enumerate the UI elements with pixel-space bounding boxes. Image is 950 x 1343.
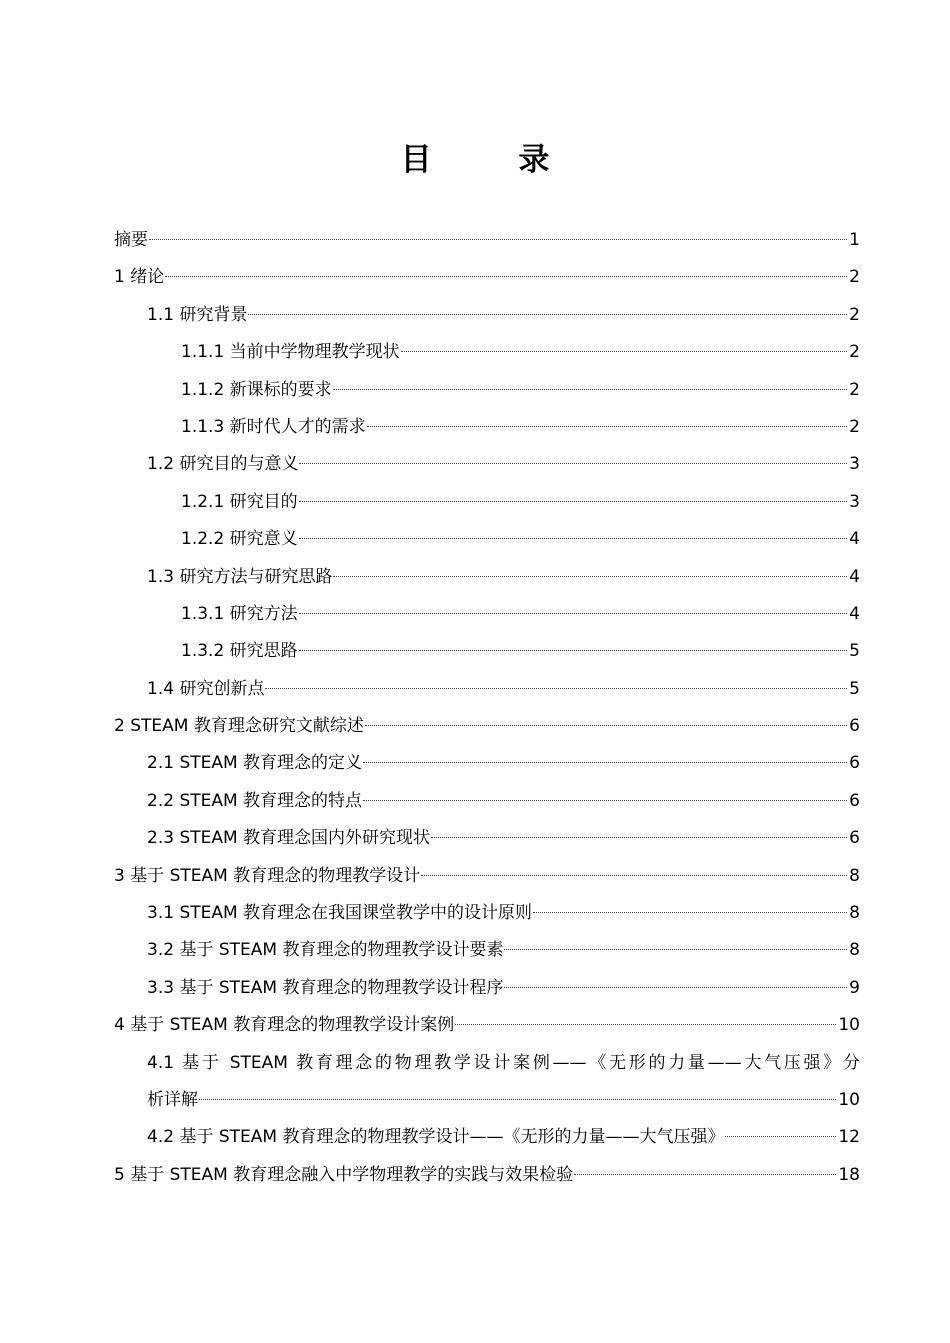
toc-entry[interactable]	[114, 559, 860, 596]
toc-entry-label: 3.2 基于 STEAM 教育理念的物理教学设计要素	[147, 940, 504, 961]
page-title: 目 录	[400, 142, 588, 178]
toc-entry[interactable]	[114, 1119, 860, 1156]
toc-entry-label: 5 基于 STEAM 教育理念融入中学物理教学的实践与效果检验	[114, 1164, 574, 1185]
toc-entry[interactable]	[114, 932, 860, 969]
toc-entry[interactable]	[114, 222, 860, 259]
dot-leader	[299, 650, 848, 651]
toc-entry-page: 8	[849, 865, 860, 886]
dot-leader	[365, 725, 847, 726]
toc-entry-page: 6	[849, 790, 860, 811]
toc-entry[interactable]	[114, 820, 860, 857]
toc-entry[interactable]	[114, 334, 860, 371]
toc-entry-page: 6	[849, 716, 860, 737]
toc-entry-label: 4 基于 STEAM 教育理念的物理教学设计案例	[114, 1015, 455, 1036]
toc-entry-label: 1.3.2 研究思路	[181, 641, 298, 662]
toc-entry-page: 2	[849, 416, 860, 437]
dot-leader	[333, 389, 848, 390]
dot-leader	[149, 239, 847, 240]
toc-entry-label: 1 绪论	[114, 267, 165, 288]
toc-entry-label: 1.4 研究创新点	[147, 678, 265, 699]
dot-leader	[299, 538, 848, 539]
dot-leader	[455, 1024, 836, 1025]
toc-entry[interactable]	[114, 783, 860, 820]
toc-entry[interactable]	[114, 1157, 860, 1194]
toc-entry-page: 18	[838, 1164, 860, 1185]
toc-entry-page: 5	[849, 678, 860, 699]
toc-entry-page: 2	[849, 342, 860, 363]
toc-entry-label: 1.3 研究方法与研究思路	[147, 566, 333, 587]
toc-entry-page: 6	[849, 828, 860, 849]
dot-leader	[363, 800, 847, 801]
dot-leader	[199, 1099, 836, 1100]
toc-entry-label: 3 基于 STEAM 教育理念的物理教学设计	[114, 865, 421, 886]
toc-entry-label: 3.3 基于 STEAM 教育理念的物理教学设计程序	[147, 977, 504, 998]
toc-entry-label: 1.3.1 研究方法	[181, 603, 298, 624]
toc-entry[interactable]	[114, 259, 860, 296]
toc-entry-label: 1.2.1 研究目的	[181, 491, 298, 512]
toc-entry-page: 2	[849, 304, 860, 325]
toc-entry[interactable]	[114, 633, 860, 670]
toc-entry-page: 2	[849, 267, 860, 288]
toc-entry-page: 1	[849, 230, 860, 250]
toc-entry[interactable]	[114, 1007, 860, 1044]
toc-entry[interactable]	[114, 708, 860, 745]
toc-entry[interactable]	[114, 521, 860, 558]
toc-entry[interactable]	[114, 596, 860, 633]
toc-entry-label: 3.1 STEAM 教育理念在我国课堂教学中的设计原则	[147, 903, 533, 924]
dot-leader	[165, 276, 847, 277]
toc-entry-label: 2.2 STEAM 教育理念的特点	[147, 790, 363, 811]
toc-entry[interactable]	[114, 1045, 860, 1120]
dot-leader	[725, 1136, 836, 1137]
dot-leader	[248, 314, 847, 315]
toc-entry-page: 10	[838, 1089, 860, 1110]
toc-entry-page: 10	[838, 1015, 860, 1036]
dot-leader	[367, 426, 848, 427]
dot-leader	[431, 837, 847, 838]
dot-leader	[299, 463, 847, 464]
toc-entry[interactable]	[114, 297, 860, 334]
toc-entry-label: 1.1.1 当前中学物理教学现状	[181, 342, 400, 363]
dot-leader	[333, 576, 847, 577]
toc-entry-page: 4	[849, 566, 860, 587]
toc-entry[interactable]	[114, 409, 860, 446]
toc-entry-label: 2 STEAM 教育理念研究文献综述	[114, 716, 364, 737]
toc-entry-label: 1.1.2 新课标的要求	[181, 379, 332, 400]
toc-entry-page: 9	[849, 977, 860, 998]
toc-entry-page: 6	[849, 753, 860, 774]
dot-leader	[504, 949, 847, 950]
dot-leader	[401, 351, 848, 352]
toc-entry[interactable]	[114, 895, 860, 932]
toc-entry-label: 1.2 研究目的与意义	[147, 454, 299, 475]
table-of-contents	[114, 222, 860, 1194]
toc-entry[interactable]	[114, 671, 860, 708]
toc-entry-label: 2.3 STEAM 教育理念国内外研究现状	[147, 828, 431, 849]
toc-entry-page: 12	[838, 1127, 860, 1148]
toc-entry-label-line1: 4.1 基于 STEAM 教育理念的物理教学设计案例——《无形的力量——大气压强》分	[147, 1052, 860, 1073]
toc-entry-page: 4	[849, 603, 860, 624]
toc-entry-page: 3	[849, 454, 860, 475]
dot-leader	[265, 688, 847, 689]
toc-entry-label-line2: 析详解	[147, 1089, 198, 1110]
dot-leader	[533, 912, 847, 913]
toc-entry-label: 4.2 基于 STEAM 教育理念的物理教学设计——《无形的力量——大气压强》	[147, 1127, 725, 1148]
toc-entry[interactable]	[114, 745, 860, 782]
toc-entry-label: 2.1 STEAM 教育理念的定义	[147, 753, 363, 774]
toc-entry-page: 2	[849, 379, 860, 400]
toc-entry-page: 4	[849, 529, 860, 550]
toc-entry-page: 3	[849, 491, 860, 512]
toc-entry-page: 8	[849, 940, 860, 961]
toc-entry[interactable]	[114, 858, 860, 895]
toc-entry-label: 摘要	[114, 230, 148, 250]
toc-entry-page: 8	[849, 903, 860, 924]
toc-entry-page: 5	[849, 641, 860, 662]
dot-leader	[363, 762, 847, 763]
dot-leader	[421, 875, 847, 876]
toc-entry-label: 1.2.2 研究意义	[181, 529, 298, 550]
toc-entry-label: 1.1.3 新时代人才的需求	[181, 416, 366, 437]
dot-leader	[574, 1174, 836, 1175]
toc-entry[interactable]	[114, 484, 860, 521]
dot-leader	[299, 613, 848, 614]
dot-leader	[504, 987, 847, 988]
toc-entry[interactable]	[114, 446, 860, 483]
toc-entry[interactable]	[114, 372, 860, 409]
toc-entry[interactable]	[114, 970, 860, 1007]
toc-entry-label: 1.1 研究背景	[147, 304, 248, 325]
dot-leader	[299, 501, 848, 502]
